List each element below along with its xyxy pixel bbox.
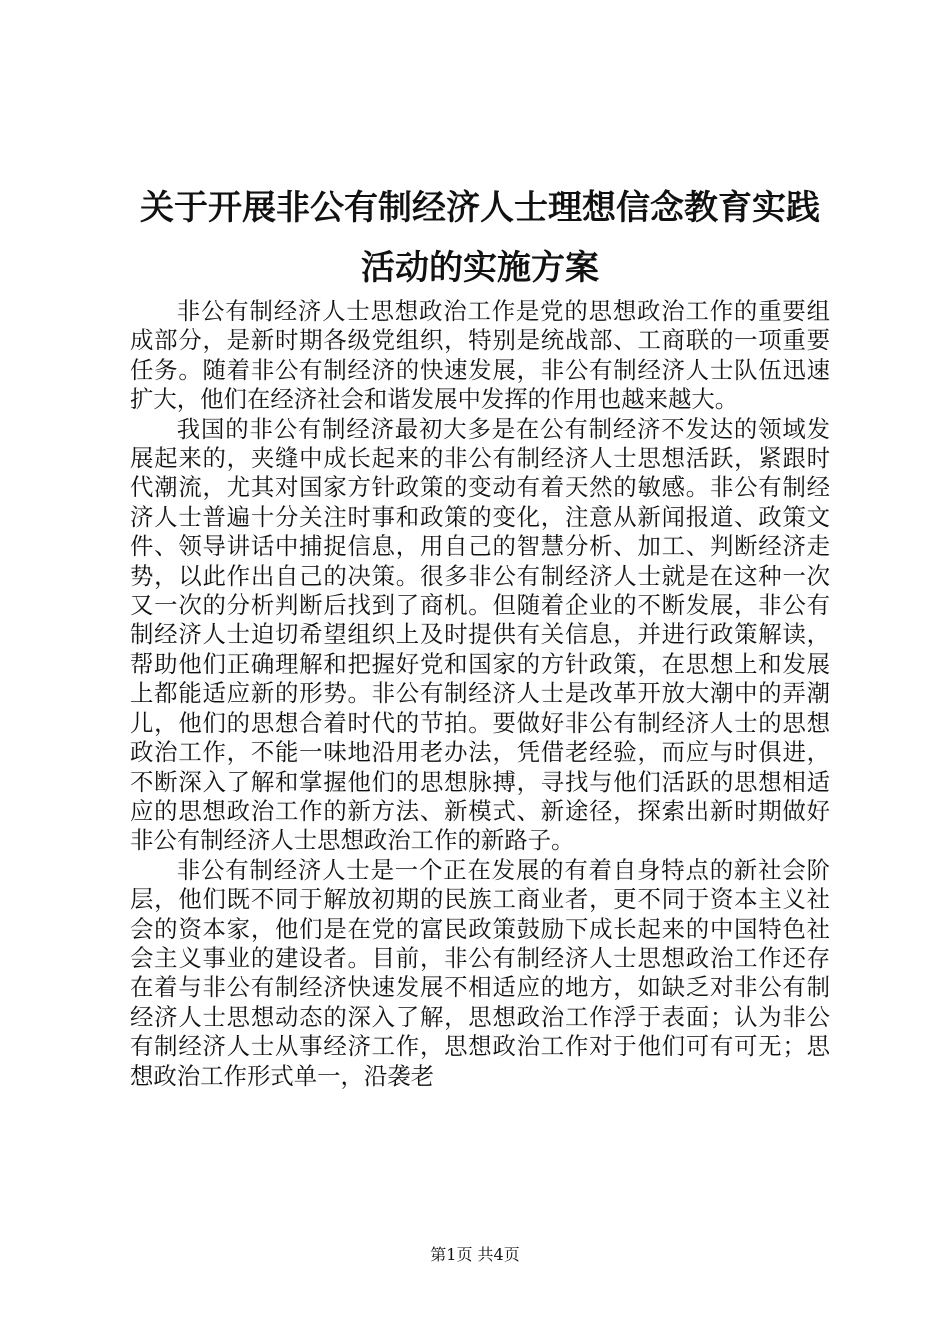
paragraph-1: 非公有制经济人士思想政治工作是党的思想政治工作的重要组成部分，是新时期各级党组织，特别是统战部、工商联的一项重要任务。随着非公有制经济的快速发展，非公有制经济人士队伍迅速扩大，他们在经济社会和谐发展中发挥的作用也越来越大。 [130, 297, 830, 414]
document-title-line-1: 关于开展非公有制经济人士理想信念教育实践 [140, 188, 820, 228]
page-footer: 第1页 共4页 [430, 1245, 520, 1264]
paragraph-2: 我国的非公有制经济最初大多是在公有制经济不发达的领域发展起来的，夹缝中成长起来的非公有制经济人士思想活跃，紧跟时代潮流，尤其对国家方针政策的变动有着天然的敏感。非公有制经济人士普遍十分关注时事和政策的变化，注意从新闻报道、政策文件、领导讲话中捕捉信息，用自己的智慧分析、加工、判断经济走势，以此作出自己的决策。很多非公有制经济人士就是在这种一次又一次的分析判断后找到了商机。但随着企业的不断发展，非公有制经济人士迫切希望组织上及时提供有关信息，并进行政策解读，帮助他们正确理解和把握好党和国家的方针政策，在思想上和发展上都能适应新的形势。非公有制经济人士是改革开放大潮中的弄潮儿，他们的思想合着时代的节拍。要做好非公有制经济人士的思想政治工作，不能一味地沿用老办法，凭借老经验，而应与时俱进，不断深入了解和掌握他们的思想脉搏，寻找与他们活跃的思想相适应的思想政治工作的新方法、新模式、新途径，探索出新时期做好非公有制经济人士思想政治工作的新路子。 [130, 414, 830, 855]
document-title-line-2: 活动的实施方案 [361, 248, 599, 288]
document-body [130, 297, 830, 1091]
paragraph-3: 非公有制经济人士是一个正在发展的有着自身特点的新社会阶层，他们既不同于解放初期的民族工商业者，更不同于资本主义社会的资本家，他们是在党的富民政策鼓励下成长起来的中国特色社会主义事业的建设者。目前，非公有制经济人士思想政治工作还存在着与非公有制经济快速发展不相适应的地方，如缺乏对非公有制经济人士思想动态的深入了解，思想政治工作浮于表面；认为非公有制经济人士从事经济工作，思想政治工作对于他们可有可无；思想政治工作形式单一，沿袭老 [130, 855, 830, 1090]
